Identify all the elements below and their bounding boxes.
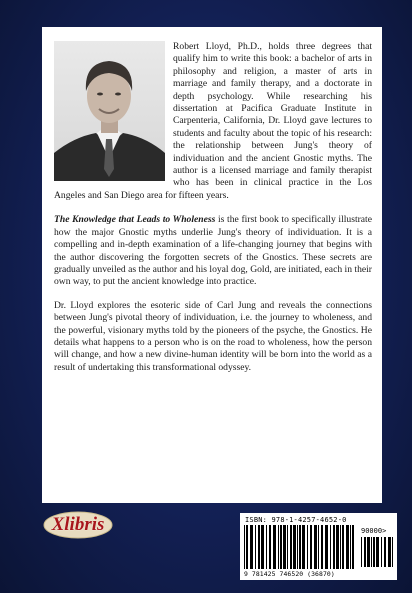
- barcode-bar: [302, 525, 305, 569]
- barcode-bar: [367, 537, 370, 567]
- barcode-bar: [258, 525, 260, 569]
- barcode-bar: [273, 525, 276, 569]
- addon-barcode-bars: [361, 537, 393, 567]
- barcode-bar: [278, 525, 279, 569]
- barcode-bar: [325, 525, 328, 569]
- publisher-logo-text: Xlibris: [51, 514, 105, 535]
- price-code: 90000>: [361, 527, 387, 535]
- barcode-bar: [361, 537, 362, 567]
- barcode-bar: [340, 525, 341, 569]
- author-photo: [54, 41, 165, 181]
- author-bio: Robert Lloyd, Ph.D., holds three degrees that qualify him to write this book: a bachelor of arts in philosophy and religion, a master of arts in marriage and family therapy, and a doctorate in depth psychology. While researching his dissertation at Pacifica Graduate Institute in Carpenteria, California, Dr. Lloyd gave lectures to students and faculty about the topic of his research: the relationship between Jung's theory of individuation and the ancient Gnostic myths. The author is a licensed marriage and family therapist who has been in clinical practice in the Los Angeles and San Diego area for fifteen years.: [54, 41, 372, 201]
- barcode-bar: [392, 537, 393, 567]
- barcode-bar: [371, 537, 372, 567]
- barcode-bar: [261, 525, 264, 569]
- barcode-bar: [373, 537, 375, 567]
- barcode-bar: [307, 525, 308, 569]
- barcode-bar: [333, 525, 335, 569]
- barcode-bar: [314, 525, 317, 569]
- barcode-bar: [352, 525, 354, 569]
- barcode-bar: [255, 525, 256, 569]
- barcode-bars: [244, 525, 354, 569]
- description-paragraph-2: Dr. Lloyd explores the esoteric side of Carl Jung and reveals the connections between Jung's pivotal theory of individuation, i.e. the journey to wholeness, and the powerful, visionary myths told by the pioneers of the psyche, the Gnostics. He details what happens to a person who is on the road to wholeness, how the person will change, and how a new divine-human identity will be born into the world as a result of undertaking this transformational odyssey.: [54, 299, 372, 373]
- barcode-bar: [318, 525, 319, 569]
- barcode-bar: [350, 525, 351, 569]
- barcode-block: [240, 513, 397, 580]
- barcode-bar: [376, 537, 379, 567]
- barcode-bar: [310, 525, 312, 569]
- description-1-text: is the first book to specifically illustrate how the major Gnostic myths underlie Jung's theory of individuation. It is a compelling and in-depth examination of a life-changing journey that begins with the author discovering the forgotten secrets of the Gnostics. These secrets are gradually unveiled as the author and his loyal dog, Gold, are initiated, each in their own way, to put the ancient knowledge into practice.: [54, 214, 372, 288]
- barcode-bar: [336, 525, 339, 569]
- barcode-bar: [364, 537, 366, 567]
- barcode-number: 9 781425 746520 (36870): [244, 570, 335, 578]
- barcode-bar: [299, 525, 301, 569]
- barcode-bar: [384, 537, 386, 567]
- barcode-bar: [342, 525, 344, 569]
- isbn-label: ISBN: 978-1-4257-4652-0: [245, 516, 347, 524]
- book-title: The Knowledge that Leads to Wholeness: [54, 214, 216, 226]
- barcode-bar: [287, 525, 288, 569]
- barcode-bar: [269, 525, 271, 569]
- barcode-bar: [381, 537, 382, 567]
- description-paragraph-1: [54, 214, 372, 288]
- barcode-bar: [293, 525, 296, 569]
- barcode-bar: [250, 525, 253, 569]
- barcode-bar: [280, 525, 282, 569]
- publisher-logo: [42, 510, 114, 540]
- barcode-bar: [330, 525, 331, 569]
- barcode-bar: [346, 525, 349, 569]
- barcode-bar: [297, 525, 298, 569]
- barcode-bar: [246, 525, 248, 569]
- barcode-bar: [244, 525, 245, 569]
- barcode-bar: [388, 537, 391, 567]
- barcode-bar: [283, 525, 286, 569]
- barcode-bar: [321, 525, 323, 569]
- barcode-bar: [290, 525, 292, 569]
- barcode-bar: [266, 525, 267, 569]
- text-panel: [42, 27, 382, 503]
